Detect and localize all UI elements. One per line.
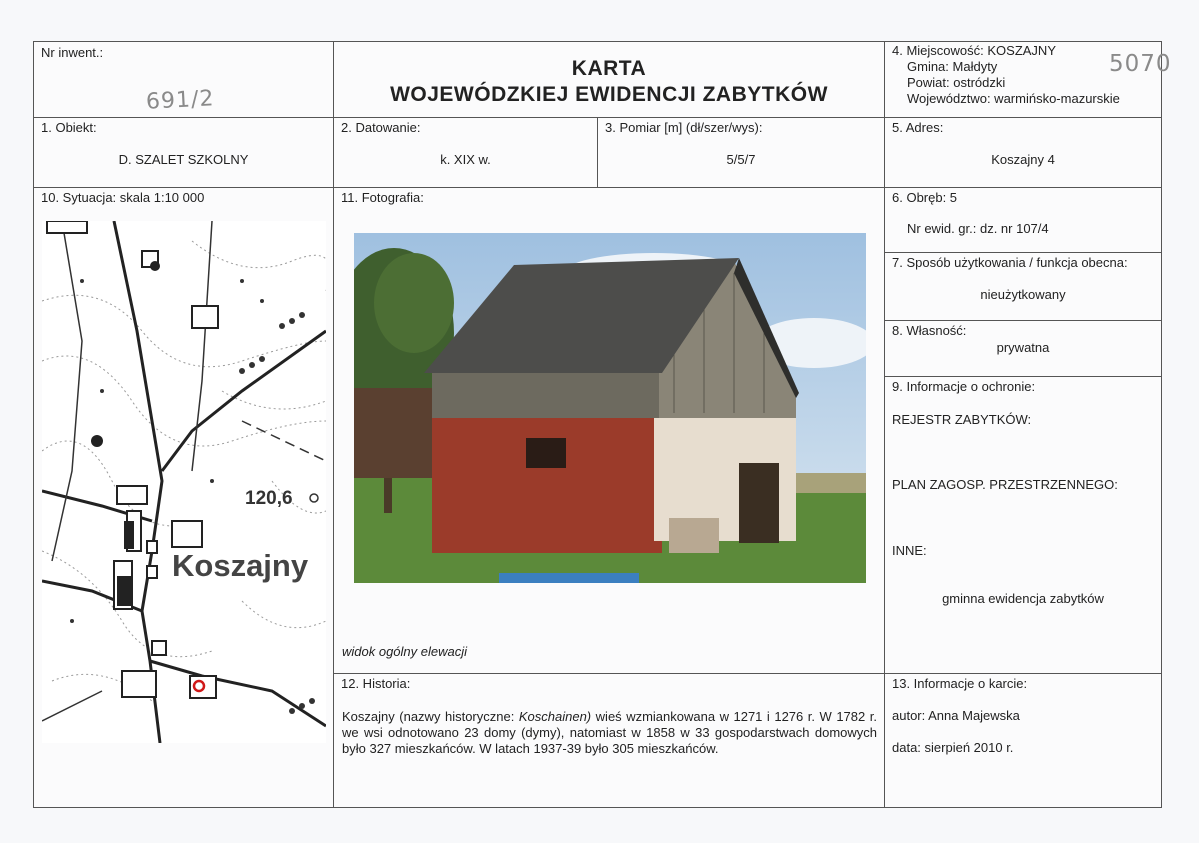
measure-cell [597,117,885,188]
measure-label: 3. Pomiar [m] (dł/szer/wys): [605,120,763,135]
photo-caption: widok ogólny elewacji [342,644,468,659]
dating-value: k. XIX w. [440,152,491,167]
location-powiat: Powiat: ostródzki [907,75,1006,90]
inventory-cell [33,41,334,118]
location-wojewodztwo: Województwo: warmińsko-mazurskie [907,91,1120,106]
history-text-rest: wieś wzmiankowana w 1271 i 1276 r. W 1782 r. we wsi odnotowano 23 domy (dymy), natomiast w 1858 w 33 gospodarstwach domowych było 327 mieszkańców. W latach 1937-39 było 305 mieszkańców. [342,709,877,756]
ownership-value: prywatna [996,340,1050,355]
card-info-cell [884,673,1162,808]
situation-cell [33,187,334,808]
address-label: 5. Adres: [892,120,944,135]
usage-value: nieużytkowany [980,287,1066,302]
dating-label: 2. Datowanie: [341,120,421,135]
history-historic-name: Koschainen) [518,709,592,724]
building-photo [354,233,866,583]
obreb-label: 6. Obręb: 5 [892,190,958,205]
measure-value: 5/5/7 [726,152,756,167]
protection-cell [884,376,1162,674]
ownership-label: 8. Własność: [892,323,967,338]
map-elevation: 120,6 [245,488,293,509]
inventory-label: Nr inwent.: [41,45,104,60]
plan-label: PLAN ZAGOSP. PRZESTRZENNEGO: [892,477,1118,492]
object-value: D. SZALET SZKOLNY [118,152,249,167]
other-value: gminna ewidencja zabytków [942,591,1104,606]
history-text [342,709,877,757]
obreb-cell [884,187,1162,253]
card-title-line2: WOJEWÓDZKIEJ EWIDENCJI ZABYTKÓW [390,83,828,106]
card-date: data: sierpień 2010 r. [892,740,1014,755]
history-cell [333,673,885,808]
ownership-cell [884,320,1162,377]
dating-cell [333,117,598,188]
location-cell [884,41,1172,118]
title-cell [333,41,885,118]
protection-label: 9. Informacje o ochronie: [892,379,1036,394]
history-text-start: Koszajny (nazwy historyczne: [342,709,519,724]
usage-label: 7. Sposób użytkowania / funkcja obecna: [892,255,1128,270]
situation-label: 10. Sytuacja: skala 1:10 000 [41,190,205,205]
inventory-number-handwritten: 691/2 [145,86,216,115]
object-label: 1. Obiekt: [41,120,97,135]
object-cell [33,117,334,188]
card-info-label: 13. Informacje o karcie: [892,676,1028,691]
situation-map [42,221,326,743]
photo-cell [333,187,885,674]
map-place-name: Koszajny [172,548,309,583]
location-place: 4. Miejscowość: KOSZAJNY [892,43,1056,58]
location-gmina: Gmina: Małdyty [907,59,998,74]
photo-label: 11. Fotografia: [341,190,424,205]
address-cell [884,117,1162,188]
card-number-handwritten: 5070 [1109,51,1172,77]
history-label: 12. Historia: [341,676,411,691]
other-label: INNE: [892,543,927,558]
parcel-number: Nr ewid. gr.: dz. nr 107/4 [907,221,1049,236]
usage-cell [884,252,1162,321]
card-title-line1: KARTA [571,57,647,80]
register-label: REJESTR ZABYTKÓW: [892,412,1032,427]
address-value: Koszajny 4 [991,152,1055,167]
card-author: autor: Anna Majewska [892,708,1020,723]
